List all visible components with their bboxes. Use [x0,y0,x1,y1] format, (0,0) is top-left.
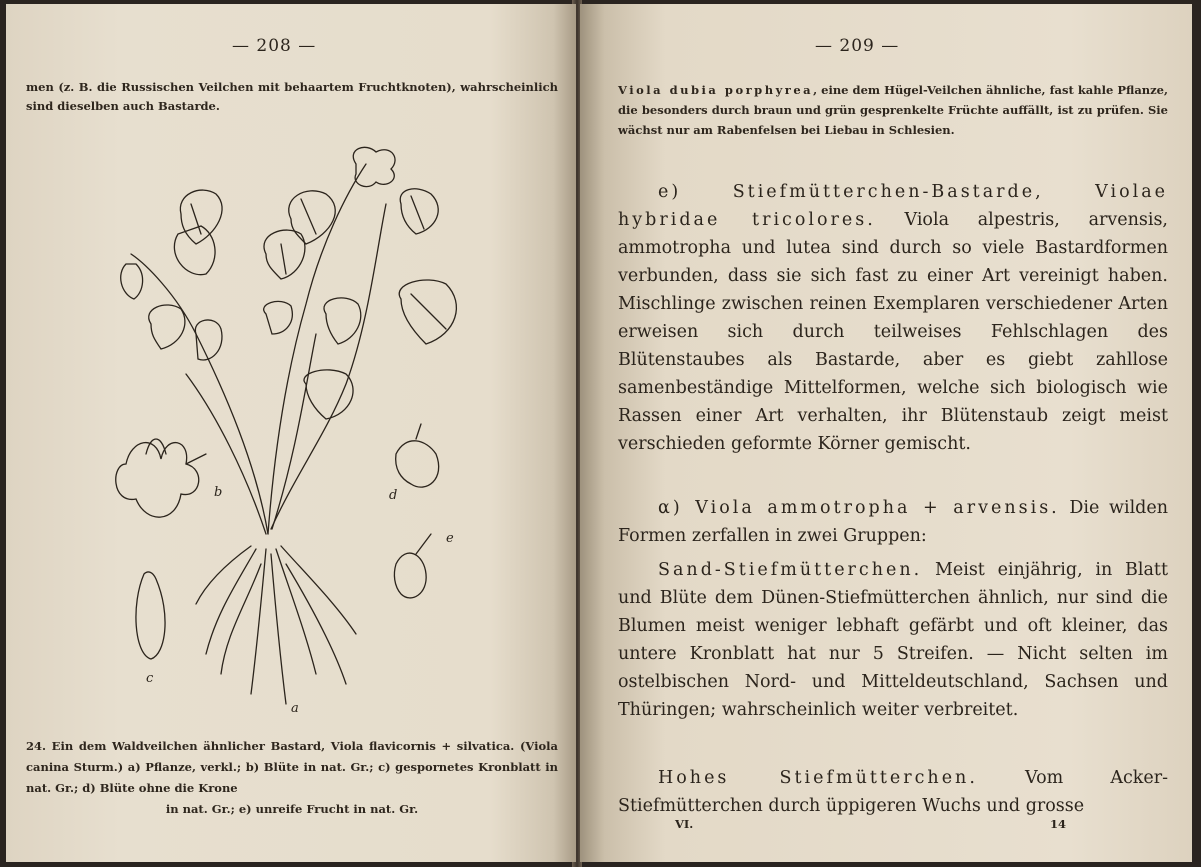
paragraph-e-text: Viola alpestris, arvensis, ammotropha und lutea sind durch so viele Bastardformen verbunden, dass sie sich fast zu einer Art vereinigt haben. Mischlinge zwischen reinen Exemplaren verschiedener Arten erweisen sich durch teilweises Fehlschlagen des Blütenstaubes als Bastarde, aber es giebt zahllose samenbeständige Mittelformen, welche sich biologisch wie Rassen einer Art verhalten, ihr Blütenstaub zeigt meist verschieden geformte Körner gemischt. [618,210,1168,454]
folio-number: 14 [1050,817,1067,831]
figure-label-d: d [389,488,398,503]
viola-dubia-text: , eine dem Hügel-Veilchen ähnliche, fast kahle Pflanze, die besonders durch braun und grün gesprenkelte Früchte auffällt, ist zu prüfen. Sie wächst nur am Rabenfelsen bei Liebau in Schlesien. [618,83,1168,137]
paragraph-alpha-heading: α) Viola ammotropha + arvensis. [658,498,1060,518]
paragraph-hohes [618,764,1168,820]
viola-dubia-paragraph [618,80,1168,140]
left-page [6,4,576,862]
paragraph-sand [618,556,1168,724]
figure-label-e: e [446,531,454,546]
page-number-left: — 208 — [232,36,317,56]
paragraph-sand-text: Meist einjährig, in Blatt und Blüte dem Dünen-Stiefmütterchen ähnlich, nur sind die Blumen meist weniger lebhaft gefärbt und oft kleiner, das untere Kronblatt hat nur 5 Streifen. — Nicht selten im ostelbischen Nord- und Mitteldeutschland, Sachsen und Thüringen; wahrscheinlich weiter verbreitet. [618,560,1168,720]
paragraph-alpha-text: Die wilden Formen zerfallen in zwei Gruppen: [618,498,1168,546]
figure-label-a: a [291,701,299,716]
figure-label-b: b [214,485,223,500]
paragraph-hohes-heading: Hohes Stiefmütterchen. [658,768,978,788]
continuation-text: men (z. B. die Russischen Veilchen mit behaartem Fruchtknoten), wahrscheinlich sind dieselben auch Bastarde. [26,80,558,113]
caption-line-2: in nat. Gr.; e) unreife Frucht in nat. Gr. [165,802,419,816]
viola-illustration [106,134,486,724]
caption-line-1: 24. Ein dem Waldveilchen ähnlicher Bastard, Viola flavicornis + silvatica. (Viola canina Sturm.) a) Pflanze, verkl.; b) Blüte in nat. Gr.; c) gespornetes Kronblatt in nat. Gr.; d) Blüte ohne die Krone [26,739,558,795]
figure-label-c: c [146,671,154,686]
figure-caption [26,736,558,820]
right-page [580,4,1192,862]
paragraph-sand-heading: Sand-Stiefmütterchen. [658,560,923,580]
paragraph-e-heading: e) Stiefmütterchen-Bastarde, Violae hybridae tricolores. [618,182,1168,230]
viola-dubia-name: Viola dubia porphyrea [618,83,814,97]
viola-plant-drawing [106,134,486,724]
paragraph-alpha [618,494,1168,550]
paragraph-hohes-text: Vom Acker-Stiefmütterchen durch üppigeren Wuchs und grosse [618,768,1168,816]
page-number-right: — 209 — [815,36,900,56]
signature-mark: VI. [675,817,694,831]
paragraph-e [618,178,1168,458]
